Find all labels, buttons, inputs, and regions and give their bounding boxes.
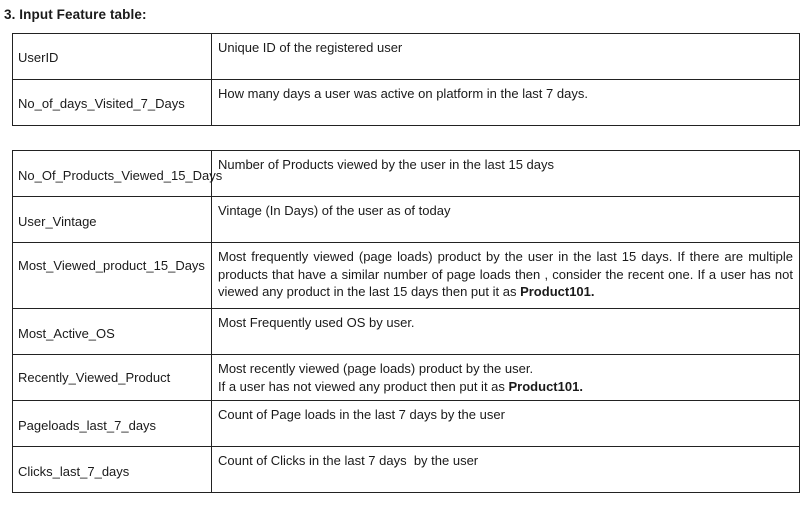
feature-description: Count of Page loads in the last 7 days by the user <box>218 407 505 422</box>
feature-name: Most_Viewed_product_15_Days <box>18 258 205 273</box>
feature-description-cell <box>212 197 800 243</box>
feature-name: Most_Active_OS <box>18 326 115 341</box>
feature-name: UserID <box>18 50 59 65</box>
feature-name: User_Vintage <box>18 214 97 229</box>
table-row <box>13 309 800 355</box>
feature-description-cell <box>212 447 800 493</box>
feature-description-text: If a user has not viewed any product then put it as <box>218 378 509 394</box>
feature-description: Most Frequently used OS by user. <box>218 315 415 330</box>
feature-name-cell <box>13 80 212 126</box>
feature-name-cell <box>13 243 212 309</box>
table-row <box>13 34 800 80</box>
table-row <box>13 197 800 243</box>
feature-description-cell <box>212 355 800 401</box>
table-row <box>13 447 800 493</box>
feature-name: No_of_days_Visited_7_Days <box>18 96 185 111</box>
feature-name-cell <box>13 355 212 401</box>
feature-default-value: Product101. <box>520 284 595 299</box>
feature-name: Clicks_last_7_days <box>18 464 130 479</box>
feature-name-cell <box>13 401 212 447</box>
feature-name: Pageloads_last_7_days <box>18 418 157 433</box>
feature-name-cell <box>13 151 223 197</box>
feature-description-cell <box>212 309 800 355</box>
feature-description-line-1: Most recently viewed (page loads) product by the user. <box>218 361 534 376</box>
table-row <box>13 243 800 309</box>
table-row <box>13 401 800 447</box>
feature-description-cell <box>212 401 800 447</box>
feature-name-cell <box>13 197 212 243</box>
table-row <box>13 80 800 126</box>
feature-name-cell <box>13 447 212 493</box>
table-row <box>13 355 800 401</box>
feature-table-2 <box>12 150 800 493</box>
feature-name: Recently_Viewed_Product <box>18 370 171 385</box>
feature-name-cell <box>13 309 212 355</box>
feature-description <box>218 249 793 299</box>
feature-default-value: Product101. <box>508 378 583 394</box>
feature-description: How many days a user was active on platform in the last 7 days. <box>218 86 588 101</box>
feature-table-1 <box>12 33 800 126</box>
feature-description: Number of Products viewed by the user in the last 15 days <box>218 157 555 172</box>
feature-description: Unique ID of the registered user <box>218 40 403 55</box>
section-heading: 3. Input Feature table: <box>4 7 147 22</box>
feature-description-cell <box>212 80 800 126</box>
feature-description: Count of Clicks in the last 7 days by the user <box>218 453 479 468</box>
feature-name-cell <box>13 34 212 80</box>
feature-name: No_Of_Products_Viewed_15_Days <box>18 168 223 183</box>
feature-description-cell <box>212 243 800 309</box>
feature-description-text: Most frequently viewed (page loads) product by the user in the last 15 days. If there are multiple products that have a similar number of page loads then , consider the recent one. If a user has not viewed any product in the last 15 days then put it as <box>218 249 793 299</box>
feature-description-cell <box>212 151 800 197</box>
feature-description: Vintage (In Days) of the user as of today <box>218 203 451 218</box>
table-row <box>13 151 800 197</box>
feature-description-cell <box>212 34 800 80</box>
feature-description-line-2 <box>218 378 793 396</box>
